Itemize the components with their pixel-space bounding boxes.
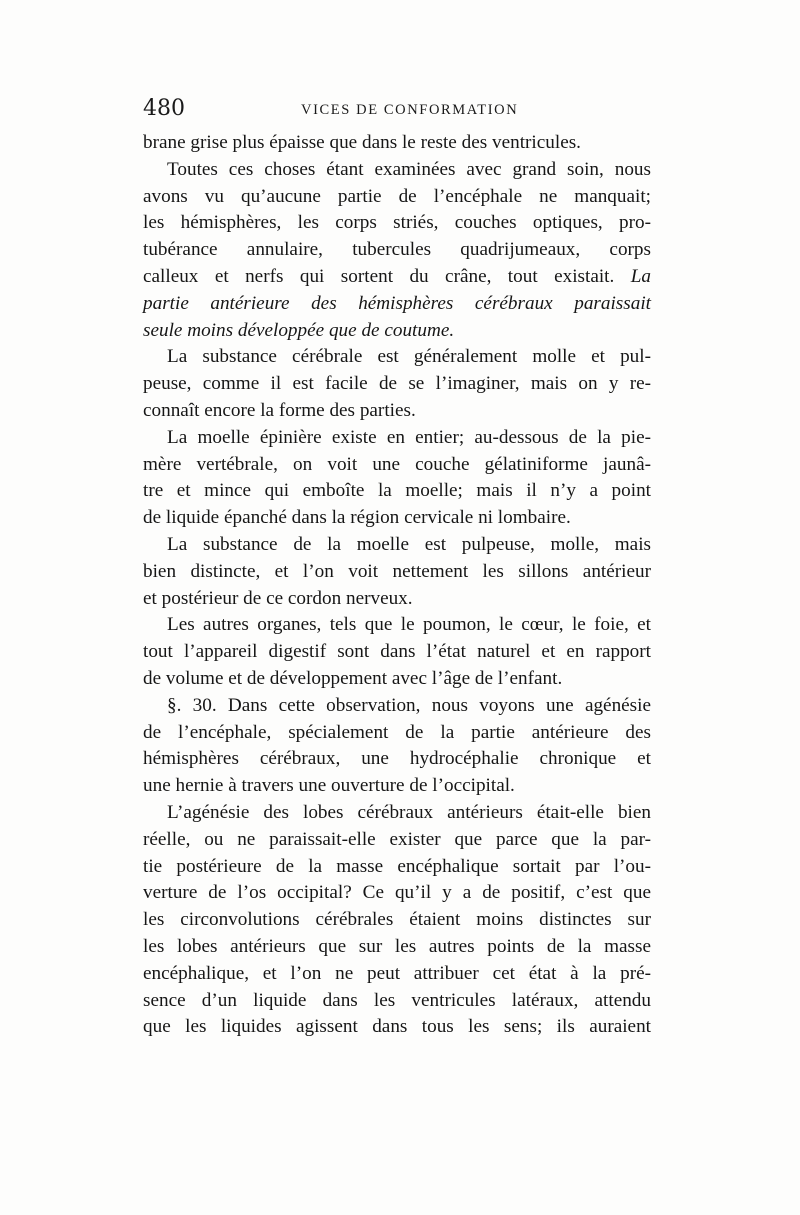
text-line: tie postérieure de la masse encéphalique sortait par l’ou-: [143, 855, 651, 877]
text-line: La substance de la moelle est pulpeuse, molle, mais: [167, 533, 651, 555]
text-line: encéphalique, et l’on ne peut attribuer cet état à la pré-: [143, 962, 651, 984]
running-head: VICES DE CONFORMATION: [301, 102, 519, 118]
text-line: Toutes ces choses étant examinées avec grand soin, nous: [167, 158, 651, 180]
text-line: bien distincte, et l’on voit nettement les sillons antérieur: [143, 560, 651, 582]
text-line: les circonvolutions cérébrales étaient moins distinctes sur: [143, 909, 651, 931]
text-line: Les autres organes, tels que le poumon, le cœur, le foie, et: [167, 614, 651, 636]
italic-line: seule moins développée que de coutume.: [143, 319, 455, 341]
text-line: La substance cérébrale est généralement molle et pul-: [167, 346, 651, 368]
text-line: mère vertébrale, on voit une couche gélatiniforme jaunâ-: [143, 453, 651, 475]
body-text: [143, 130, 651, 1041]
text-line: tubérance annulaire, tubercules quadrijumeaux, corps: [143, 239, 651, 261]
text-line: et postérieur de ce cordon nerveux.: [143, 587, 413, 609]
italic-line: partie antérieure des hémisphères cérébraux paraissait: [143, 292, 651, 314]
italic-segment: La: [630, 265, 651, 287]
text-line: une hernie à travers une ouverture de l’occipital.: [143, 775, 515, 797]
text-line: L’agénésie des lobes cérébraux antérieurs était-elle bien: [167, 801, 651, 823]
text-line: La moelle épinière existe en entier; au-dessous de la pie-: [167, 426, 651, 448]
text-line-segment: calleux et nerfs qui sortent du crâne, tout existait.: [143, 265, 615, 287]
text-line: brane grise plus épaisse que dans le reste des ventricules.: [143, 132, 581, 153]
text-line: de l’encéphale, spécialement de la partie antérieure des: [143, 721, 651, 743]
text-line-with-italic: [143, 264, 651, 291]
text-line: que les liquides agissent dans tous les sens; ils auraient: [143, 1016, 651, 1038]
text-line: tre et mince qui emboîte la moelle; mais il n’y a point: [143, 480, 651, 502]
text-line: peuse, comme il est facile de se l’imaginer, mais on y re-: [143, 373, 651, 395]
text-line: connaît encore la forme des parties.: [143, 399, 416, 421]
text-line: réelle, ou ne paraissait-elle exister que parce que la par-: [143, 828, 651, 850]
text-line: tout l’appareil digestif sont dans l’état naturel et en rapport: [143, 641, 651, 663]
page-number: 480: [143, 96, 185, 121]
text-line: les lobes antérieurs que sur les autres points de la masse: [143, 935, 651, 957]
text-line: avons vu qu’aucune partie de l’encéphale ne manquait;: [143, 185, 651, 207]
text-line: de liquide épanché dans la région cervicale ni lombaire.: [143, 507, 571, 529]
text-line: verture de l’os occipital? Ce qu’il y a de positif, c’est que: [143, 882, 651, 904]
text-line: sence d’un liquide dans les ventricules latéraux, attendu: [143, 989, 651, 1011]
text-line: de volume et de développement avec l’âge de l’enfant.: [143, 667, 563, 689]
page-header: [143, 96, 651, 132]
text-line: §. 30. Dans cette observation, nous voyons une agénésie: [167, 694, 651, 716]
text-line: hémisphères cérébraux, une hydrocéphalie chronique et: [143, 748, 651, 770]
text-line: les hémisphères, les corps striés, couches optiques, pro-: [143, 212, 651, 234]
